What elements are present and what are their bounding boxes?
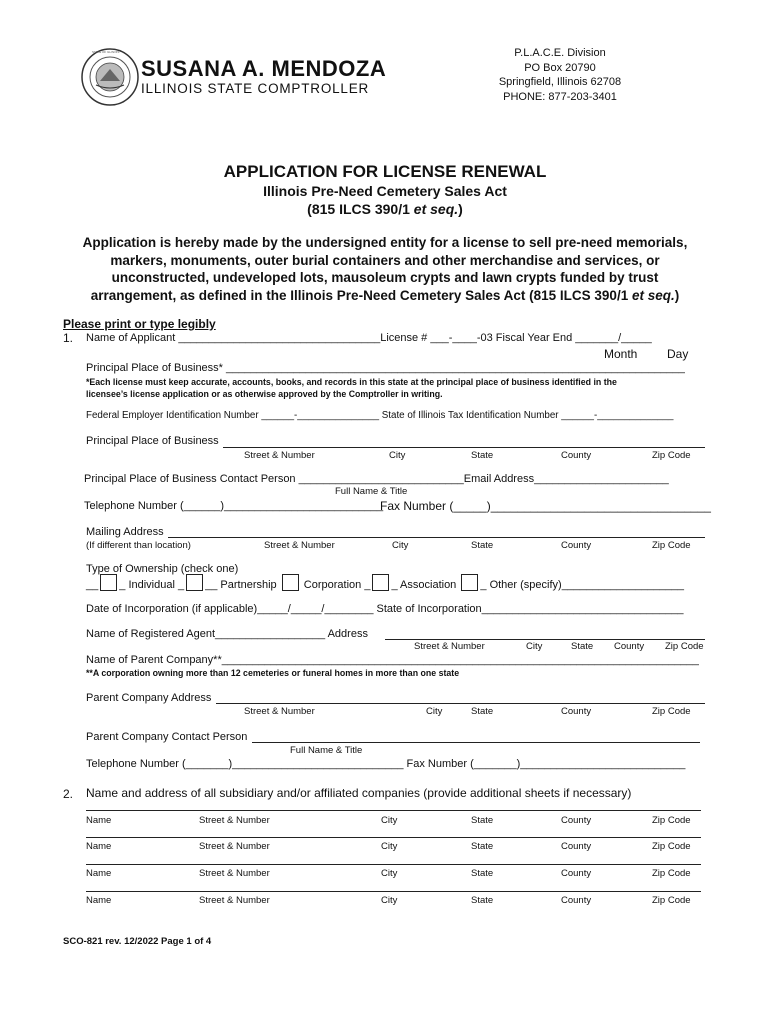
- please-print: Please print or type legibly: [63, 317, 216, 331]
- full-name-title: Full Name & Title: [290, 745, 363, 756]
- footer-code: SCO-821 rev. 12/2022 Page 1 of 4: [63, 936, 212, 947]
- parent-contact-line[interactable]: [252, 742, 700, 743]
- title-sub2: [0, 201, 770, 217]
- addr-street: Street & Number: [199, 895, 270, 906]
- addr-county: County: [561, 868, 592, 879]
- partnership-checkbox[interactable]: _ __: [178, 579, 220, 591]
- intro-l4it: et seq.: [631, 287, 675, 303]
- if-different: (If different than location): [86, 540, 191, 551]
- own-association-label: Association: [400, 579, 457, 591]
- title-sub2-a: (815 ILCS 390/1: [307, 201, 414, 217]
- ownership-options: [86, 574, 684, 591]
- agency-address: [480, 46, 640, 104]
- contact-person-line[interactable]: Principal Place of Business Contact Person ___________________________Email Address______________________: [84, 473, 669, 485]
- addr-county: County: [561, 841, 592, 852]
- own-other-label[interactable]: Other (specify)____________________: [489, 579, 685, 591]
- q2-text: Name and address of all subsidiary and/or affiliated companies (provide additional sheets if necessary): [86, 786, 632, 800]
- ppb-address-line[interactable]: [223, 447, 705, 448]
- parent-address-line[interactable]: [216, 703, 705, 704]
- addr-city: City: [381, 841, 398, 852]
- subsidiary-line[interactable]: [86, 864, 701, 865]
- corporation-checkbox[interactable]: [280, 579, 304, 591]
- telephone2-line[interactable]: Telephone Number (_______)____________________________ Fax Number (_______)___________________________: [86, 758, 686, 770]
- addr-county: County: [561, 540, 592, 551]
- addr-street: Street & Number: [264, 540, 335, 551]
- agent-line[interactable]: Name of Registered Agent__________________ Address: [86, 628, 368, 640]
- subsidiary-line[interactable]: [86, 837, 701, 838]
- subsidiary-line[interactable]: [86, 810, 701, 811]
- q1-number: 1.: [63, 331, 74, 345]
- addr-street: Street & Number: [244, 706, 315, 717]
- address-line: P.L.A.C.E. Division: [514, 47, 606, 59]
- other-checkbox[interactable]: _: [459, 579, 489, 591]
- intro-line: markers, monuments, outer burial containers and other merchandise and services, or: [110, 252, 660, 268]
- association-checkbox[interactable]: _ _: [364, 579, 400, 591]
- addr-county: County: [561, 706, 592, 717]
- page-title: APPLICATION FOR LICENSE RENEWAL: [223, 162, 547, 181]
- mailing-label: Mailing Address: [86, 526, 164, 538]
- addr-street: Street & Number: [199, 868, 270, 879]
- addr-street: Street & Number: [199, 815, 270, 826]
- individual-checkbox[interactable]: __ _: [86, 579, 128, 591]
- comptroller-name: SUSANA A. MENDOZA: [141, 56, 387, 81]
- agent-address-line[interactable]: [385, 639, 705, 640]
- state-seal: [80, 47, 140, 107]
- address-line: PHONE: 877-203-3401: [503, 90, 617, 103]
- addr-county: County: [561, 450, 592, 461]
- full-name-title: Full Name & Title: [335, 486, 408, 497]
- addr-state: State: [471, 450, 494, 461]
- intro-line: Application is hereby made by the undersigned entity for a license to sell pre-need memorials,: [82, 235, 688, 250]
- parent-addr-label: Parent Company Address: [86, 692, 212, 704]
- addr-state: State: [471, 706, 494, 717]
- addr-zip: Zip Code: [652, 895, 691, 906]
- fein-line[interactable]: Federal Employer Identification Number ______-_______________ State of Illinois Tax Identification Number ______-______________: [86, 410, 674, 421]
- addr-zip: Zip Code: [652, 450, 691, 461]
- addr-zip: Zip Code: [652, 706, 691, 717]
- principal-place-line[interactable]: Principal Place of Business* ___________________________________________________________________________: [86, 362, 685, 374]
- addr-state: State: [571, 641, 594, 652]
- intro-paragraph: [0, 234, 770, 304]
- note-2star: **A corporation owning more than 12 cemeteries or funeral homes in more than one state: [86, 668, 460, 678]
- addr-county: County: [614, 641, 645, 652]
- addr-zip: Zip Code: [652, 868, 691, 879]
- sub-name: Name: [86, 868, 112, 879]
- own-corporation-label: Corporation: [303, 579, 362, 591]
- addr-city: City: [381, 868, 398, 879]
- seal-text: STATE OF ILLINOIS: [92, 50, 120, 54]
- addr-city: City: [526, 641, 543, 652]
- sub-name: Name: [86, 841, 112, 852]
- addr-zip: Zip Code: [652, 841, 691, 852]
- addr-city: City: [426, 706, 443, 717]
- subsidiary-line[interactable]: [86, 891, 701, 892]
- addr-state: State: [471, 540, 494, 551]
- addr-state: State: [471, 868, 494, 879]
- addr-zip: Zip Code: [652, 815, 691, 826]
- addr-street: Street & Number: [199, 841, 270, 852]
- note-star-1: *Each license must keep accurate, accounts, books, and records in this state at the principal place of business identified in the: [86, 377, 617, 387]
- title-sub2-it: et seq.: [413, 201, 459, 217]
- own-individual-label: Individual: [128, 579, 175, 591]
- address-line: Springfield, Illinois 62708: [498, 76, 622, 88]
- addr-state: State: [471, 841, 494, 852]
- own-partnership-label: Partnership: [220, 579, 277, 591]
- addr-county: County: [561, 815, 592, 826]
- addr-state: State: [471, 815, 494, 826]
- address-line: PO Box 20790: [524, 61, 596, 74]
- mailing-address-line[interactable]: [168, 537, 705, 538]
- fax-line[interactable]: Fax Number (_____)_________________________________: [380, 499, 711, 513]
- telephone-line[interactable]: Telephone Number (______)__________________________: [84, 500, 384, 512]
- parent-contact-label: Parent Company Contact Person: [86, 731, 248, 743]
- addr-street: Street & Number: [244, 450, 315, 461]
- sub-name: Name: [86, 895, 112, 906]
- note-star-2: licensee’s license application or as otherwise approved by the Comptroller in writing.: [86, 389, 443, 399]
- ppb-label: Principal Place of Business: [86, 435, 219, 447]
- q2-number: 2.: [63, 787, 74, 801]
- addr-street: Street & Number: [414, 641, 485, 652]
- addr-city: City: [381, 815, 398, 826]
- addr-state: State: [471, 895, 494, 906]
- addr-zip: Zip Code: [665, 641, 704, 652]
- ownership-label: Type of Ownership (check one): [86, 563, 239, 575]
- intro-line: [0, 287, 770, 305]
- name-applicant-line[interactable]: Name of Applicant _________________________________License # ___-____-03 Fiscal Year End _______/_____: [86, 332, 652, 344]
- addr-zip: Zip Code: [652, 540, 691, 551]
- title-sub1: Illinois Pre-Need Cemetery Sales Act: [263, 183, 507, 199]
- month-label: Month: [604, 347, 638, 361]
- intro-l4a: arrangement, as defined in the Illinois Pre-Need Cemetery Sales Act (815 ILCS 390/1: [90, 287, 632, 303]
- title-sub2-b: ): [458, 201, 463, 217]
- sub-name: Name: [86, 815, 112, 826]
- date-incorporation-line[interactable]: Date of Incorporation (if applicable)_____/_____/________ State of Incorporation_________________________________: [86, 603, 684, 615]
- addr-county: County: [561, 895, 592, 906]
- day-label: Day: [667, 347, 689, 361]
- parent-company-line[interactable]: Name of Parent Company**______________________________________________________________________________: [86, 654, 699, 666]
- addr-city: City: [389, 450, 406, 461]
- intro-line: unconstructed, undeveloped lots, mausoleum crypts and lawn crypts funded by trust: [111, 270, 659, 285]
- comptroller-subtitle: ILLINOIS STATE COMPTROLLER: [141, 81, 370, 96]
- addr-city: City: [392, 540, 409, 551]
- addr-city: City: [381, 895, 398, 906]
- intro-l4b: ): [674, 287, 680, 303]
